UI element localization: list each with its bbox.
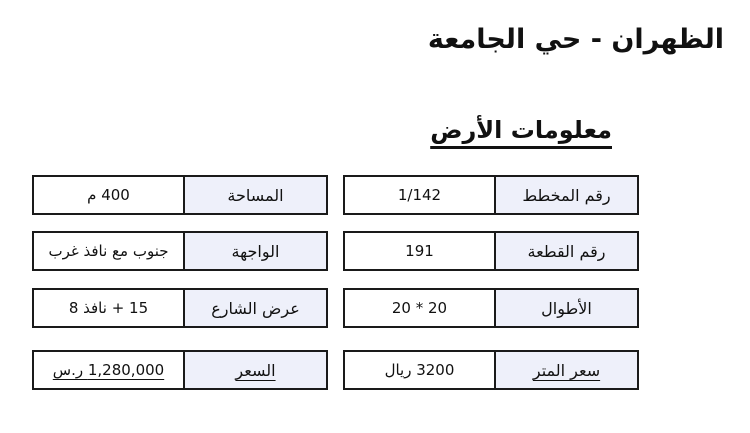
price-per-meter-label: سعر المتر <box>494 352 637 388</box>
area-value: 400 م <box>34 177 183 213</box>
plot-number-label: رقم القطعة <box>494 233 637 269</box>
street-width-row <box>32 288 328 328</box>
plot-number-row <box>343 231 639 271</box>
street-width-label: عرض الشارع <box>183 290 326 326</box>
total-price-label: السعر <box>183 352 326 388</box>
price-per-meter-row <box>343 350 639 390</box>
street-width-value: 15 + نافذ 8 <box>34 290 183 326</box>
dimensions-label: الأطوال <box>494 290 637 326</box>
price-per-meter-value: 3200 ريال <box>345 352 494 388</box>
facade-label: الواجهة <box>183 233 326 269</box>
plot-number-value: 191 <box>345 233 494 269</box>
page-title: الظهران - حي الجامعة <box>427 24 724 55</box>
area-label: المساحة <box>183 177 326 213</box>
dimensions-value: 20 * 20 <box>345 290 494 326</box>
facade-row <box>32 231 328 271</box>
total-price-value: 1,280,000 ر.س <box>34 352 183 388</box>
plan-number-row <box>343 175 639 215</box>
total-price-row <box>32 350 328 390</box>
dimensions-row <box>343 288 639 328</box>
plan-number-label: رقم المخطط <box>494 177 637 213</box>
plan-number-value: 1/142 <box>345 177 494 213</box>
area-row <box>32 175 328 215</box>
section-title: معلومات الأرض <box>430 116 612 144</box>
facade-value: جنوب مع نافذ غرب <box>34 233 183 269</box>
